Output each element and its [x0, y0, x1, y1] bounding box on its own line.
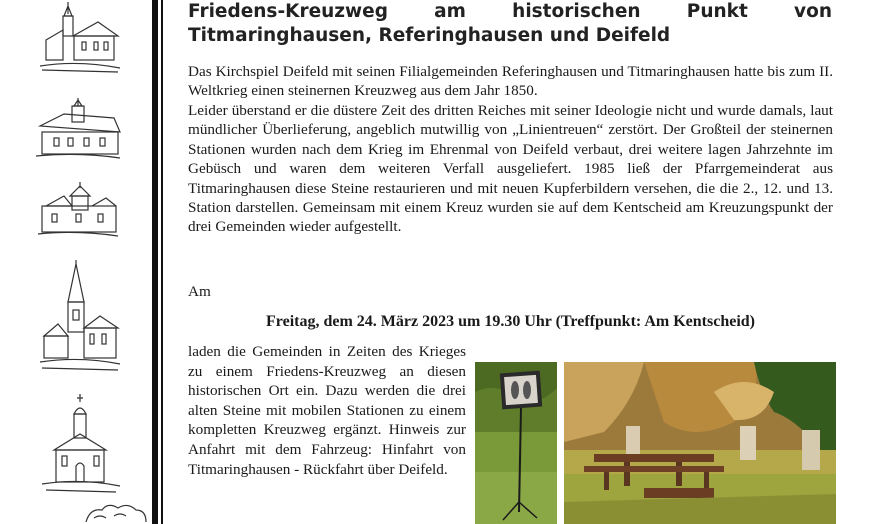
am-label: Am: [188, 283, 211, 300]
tall-spire-church-sketch-icon: [38, 258, 122, 374]
intro-paragraph: Das Kirchspiel Deifeld mit seinen Filialgemeinden Referinghausen und Titmaringhausen hatte bis zum II. Weltkrieg einen steinernen Kreuzweg aus dem Jahr 1850.: [188, 63, 833, 100]
title-line-1: Friedens-Kreuzweg am historischen Punkt von: [188, 1, 832, 22]
title-line-2: Titmaringhausen, Referinghausen und Deifeld: [188, 25, 671, 46]
sidebar-illustrations: [0, 0, 150, 524]
tree-sketch-icon: [80, 500, 150, 524]
history-paragraph: Leider überstand er die düstere Zeit des dritten Reiches mit seiner Ideologie nicht und wurde damals, laut mündlicher Überlieferung, angeblich mutwillig von „Linientreuen“ zerstört. Der Großteil der steinernen Stationen wurden nach dem Krieg im Ehrenmal von Deifeld verbaut, drei weitere lagen Jahrzehnte im Gebüsch und waren dem weiteren Verfall ausgeliefert. 1985 ließ der Pfarrgemeinderat aus Titmaringhausen diese Steine restaurieren und mit neuen Kupferbildern versehen, die die 2., 12. und 13. Station darstellen. Gemeinsam mit einem Kreuz wurden sie auf dem Kentscheid am Kreuzungspunkt der drei Gemeinden wieder aufgestellt.: [188, 102, 833, 236]
castle-church-sketch-icon: [36, 180, 120, 242]
article-title: [188, 0, 832, 48]
station-sign-photo: [475, 362, 557, 524]
invitation-paragraph: laden die Gemeinden in Zeiten des Krieges zu einem Friedens-Kreuzweg an diesen historischen Ort ein. Dazu werden die drei alten Steine mit mobilen Stationen zu einem kompletten Kreuzweg ergänzt. Hinweis zur Anfahrt mit dem Fahrzeug: Hinfahrt von Titmaringhausen - Rückfahrt über Deifeld.: [188, 343, 466, 478]
chapel-sketch-icon: [40, 392, 124, 496]
church-sketch-icon: [38, 0, 122, 76]
event-date: Freitag, dem 24. März 2023 um 19.30 Uhr (Treffpunkt: Am Kentscheid): [266, 313, 755, 330]
vertical-rule-thick: [152, 0, 158, 524]
church-sketch-icon: [34, 96, 122, 166]
kentscheid-stations-photo: [564, 362, 836, 524]
vertical-rule-thin: [161, 0, 163, 524]
